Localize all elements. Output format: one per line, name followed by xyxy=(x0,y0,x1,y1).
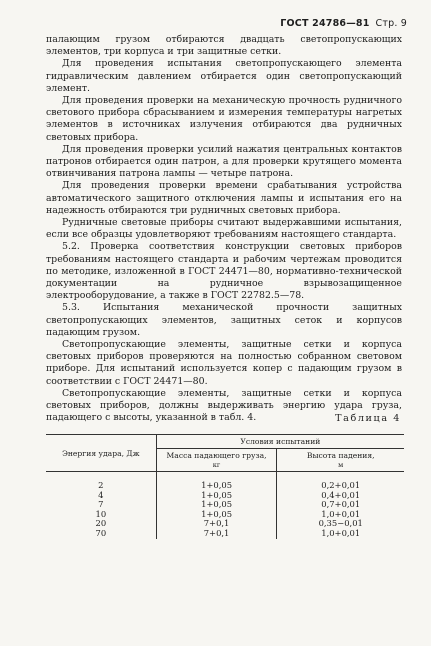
paragraph: Для проведения испытания светопропускающего элемента гидравлическим давлением отбирается один светопропускающий элемент. xyxy=(46,58,402,94)
energy-cell: 4 xyxy=(98,489,104,500)
paragraph: Для проведения проверки времени срабатывания устройства автоматического защитного отключения лампы и испытания его на надежность отбираются три рудничных световых прибора. xyxy=(46,180,402,216)
standard-number: ГОСТ 24786—81 xyxy=(280,18,370,29)
table-caption: Таблица 4 xyxy=(335,413,401,424)
column-header-height xyxy=(277,449,404,472)
energy-cell: 70 xyxy=(95,527,107,538)
height-cell: 0,7+0,01 xyxy=(277,500,404,510)
table-row xyxy=(46,529,404,539)
energy-cell: 7 xyxy=(98,499,104,510)
paragraph: 5.2. Проверка соответствия конструкции световых приборов требованиям настоящего стандарта и рабочим чертежам проводится по методике, изложенной в ГОСТ 24471—80, нормативно-технической документации на рудничное взрывозащищенное электрооборудование, а также в ГОСТ 22782.5—78. xyxy=(46,241,402,302)
height-cell: 0,35−0,01 xyxy=(277,519,404,529)
energy-cell: 10 xyxy=(95,508,107,519)
paragraph: Рудничные световые приборы считают выдержавшими испытания, если все образцы удовлетворяют требованиям настоящего стандарта. xyxy=(46,217,402,241)
column-header-mass-label: Масса падающего груза, xyxy=(166,451,267,460)
energy-cell: 20 xyxy=(95,518,107,529)
height-cell: 1,0+0,01 xyxy=(277,510,404,520)
height-cell: 1,0+0,01 xyxy=(277,529,404,539)
mass-cell: 1+0,05 xyxy=(156,510,277,520)
column-header-height-unit: м xyxy=(338,461,344,469)
mass-cell: 7+0,1 xyxy=(156,519,277,529)
mass-cell: 1+0,05 xyxy=(156,500,277,510)
paragraph: Светопропускающие элементы, защитные сетки и корпуса световых приборов, должны выдерживать энергию удара груза, падающего с высоты, указанной в табл. 4. xyxy=(46,387,402,424)
mass-cell: 1+0,05 xyxy=(156,491,277,501)
energy-cell: 2 xyxy=(98,480,104,490)
column-header-mass-unit: кг xyxy=(212,461,221,469)
paragraph: Светопропускающие элементы, защитные сетки и корпуса световых приборов проверяются на полностью собранном световом приборе. Для испытаний используется копер с падающим грузом в соответствии с ГОСТ 24471—80. xyxy=(46,339,402,387)
paragraph: палающим грузом отбираются двадцать светопропускающих элементов, три корпуса и три защитные сетки. xyxy=(46,34,402,58)
mass-cell: 7+0,1 xyxy=(156,529,277,539)
height-cell: 0,4+0,01 xyxy=(277,491,404,501)
paragraph: Для проведения проверки на механическую прочность рудничного светового прибора сбрасыванием и измерения температуры нагретых элементов в источниках излучения отбираются два рудничных световых прибора. xyxy=(46,95,402,143)
paragraph: Для проведения проверки усилий нажатия центральных контактов патронов отбирается один патрон, а для проверки крутящего момента отвинчивания патрона лампы — четыре патрона. xyxy=(46,143,402,180)
body-text xyxy=(46,34,402,425)
page-number: Стр. 9 xyxy=(375,18,407,29)
column-header-height-label: Высота падения, xyxy=(306,451,375,460)
page-header xyxy=(280,18,407,29)
column-group-header: Условия испытаний xyxy=(156,435,404,449)
column-header-mass xyxy=(156,449,277,472)
paragraph: 5.3. Испытания механической прочности защитных светопропускающих элементов, защитных сеток и корпусов падающим грузом. xyxy=(46,302,402,338)
mass-cell: 1+0,05 xyxy=(156,481,277,491)
column-header-energy: Энергия удара, Дж xyxy=(46,435,156,472)
table-4 xyxy=(46,434,404,539)
height-cell: 0,2+0,01 xyxy=(277,481,404,491)
